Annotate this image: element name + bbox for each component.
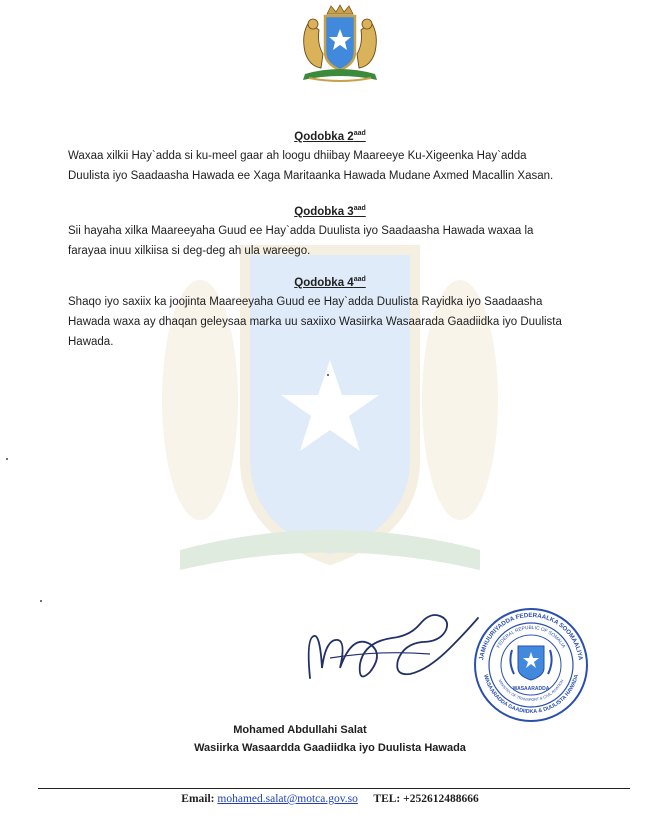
paragraph-line: Waxaa xilkii Hay`adda si ku-meel gaar ah loogu dhiibay Maareeye Ku-Xigeenka Hay`adda [68, 150, 527, 162]
paragraph-line: Duulista iyo Saadaasha Hawada ee Xaga Maritaanka Hawada Mudane Axmed Macallin Xasan. [68, 170, 554, 182]
stamp-inner-bottom-text: MINISTRY OF TRANSPORT & CIVIL AVIATION [497, 679, 565, 703]
ministry-seal-stamp [472, 606, 590, 724]
handwritten-signature [300, 598, 480, 698]
stamp-inner-top-text: FEDERAL REPUBLIC OF SOMALIA [496, 625, 566, 650]
coat-of-arms-watermark-icon [160, 210, 500, 590]
section-heading-qodobka-4: Qodobka $4^{aad}$ [294, 276, 366, 289]
footer-divider [38, 788, 630, 789]
tel-number: +252612488666 [403, 793, 479, 805]
paragraph-line: Hawada waxa ay dhaqan geleysaa marka uu saxiixo Wasiirka Wasaarada Gaadiidka iyo Duulista [68, 316, 562, 328]
scan-speck [6, 458, 8, 460]
coat-of-arms-icon [295, 4, 385, 88]
tel-label: TEL: [373, 793, 401, 805]
paragraph-line: farayaa inuu xilkiisa si deg-deg ah ula wareego. [68, 245, 311, 257]
footer-contact [0, 793, 660, 805]
section-paragraph-4 [68, 292, 604, 352]
section-paragraph-3 [68, 221, 604, 261]
stamp-outer-top-text: JAMHUURIYADDA FEDERAALKA SOOMAALIYA [478, 611, 584, 661]
email-link[interactable]: mohamed.salat@motca.gov.so [217, 793, 358, 805]
paragraph-line: Sii hayaha xilka Maareeyaha Guud ee Hay`adda Duulista iyo Saadaasha Hawada waxaa la [68, 225, 534, 237]
signatory-title: Wasiirka Wasaardda Gaadiidka iyo Duulista Hawada [194, 742, 466, 754]
paragraph-line: Hawada. [68, 336, 114, 348]
section-heading-qodobka-3: Qodobka $3^{aad}$ [294, 205, 366, 218]
email-label: Email: [181, 793, 215, 805]
paragraph-line: Shaqo iyo saxiix ka joojinta Maareeyaha Guud ee Hay`adda Duulista Rayidka iyo Saadaasha [68, 296, 543, 308]
scan-speck [40, 600, 42, 602]
stamp-outer-bottom-text: WASAARADDA GAADIIDKA & DUULISTA HAWADA [482, 673, 580, 716]
section-paragraph-2 [68, 146, 604, 186]
section-heading-qodobka-2: Qodobka $2^{aad}$ [294, 130, 366, 143]
scan-speck [327, 374, 329, 376]
signatory-name: Mohamed Abdullahi Salat [233, 724, 367, 736]
stamp-center-text: WASAARADDA [512, 686, 550, 692]
